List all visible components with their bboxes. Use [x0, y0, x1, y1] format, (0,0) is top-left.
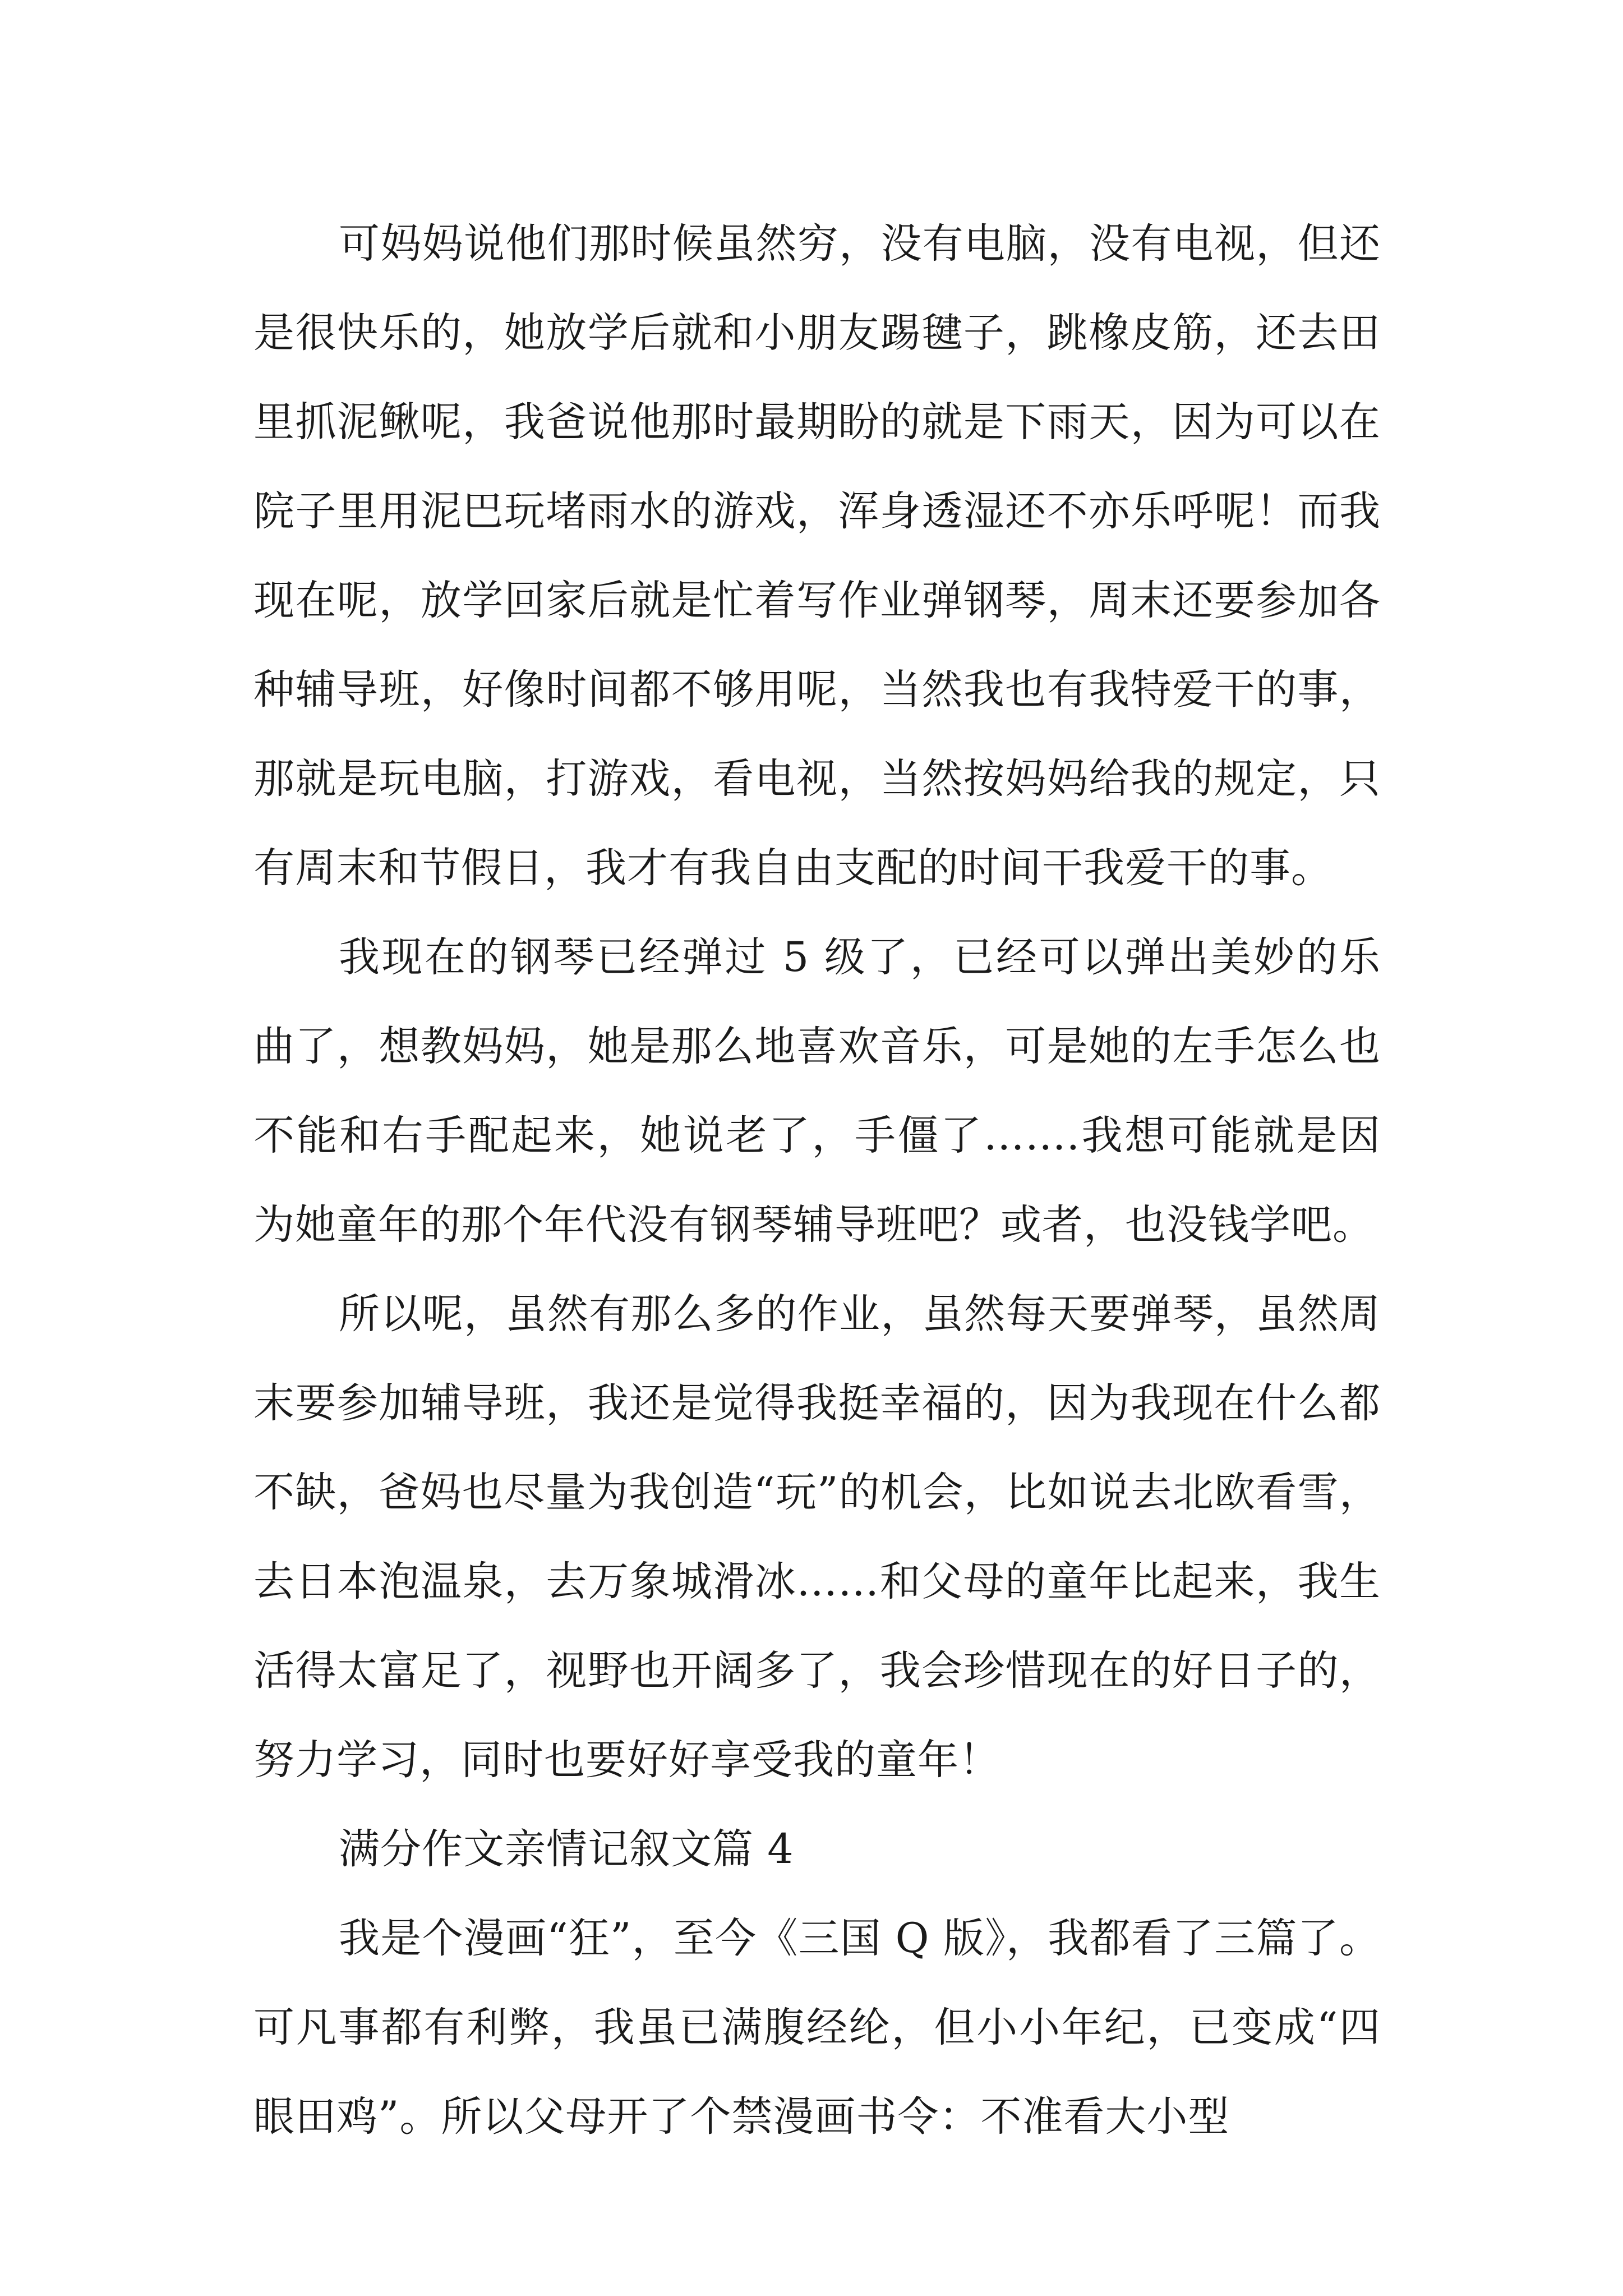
- paragraph-comics: 我是个漫画“狂”，至今《三国 Q 版》，我都看了三篇了。可凡事都有利弊，我虽已满腹经纶，但小小年纪，已变成“四眼田鸡”。所以父母开了个禁漫画书令：不准看大小型: [253, 1915, 1381, 2141]
- paragraph-childhood-comparison: 可妈妈说他们那时候虽然穷，没有电脑，没有电视，但还是很快乐的，她放学后就和小朋友踢毽子，跳橡皮筋，还去田里抓泥鳅呢，我爸说他那时最期盼的就是下雨天，因为可以在院子里用泥巴玩堵雨水的游戏，浑身透湿还不亦乐呼呢！而我现在呢，放学回家后就是忙着写作业弹钢琴，周末还要参加各种辅导班，好像时间都不够用呢，当然我也有我特爱干的事，那就是玩电脑，打游戏，看电视，当然按妈妈给我的规定，只有周末和节假日，我才有我自由支配的时间干我爱干的事。: [253, 220, 1381, 892]
- document-body: [253, 199, 1381, 2161]
- section-heading: 满分作文亲情记叙文篇 4: [339, 1825, 794, 1873]
- paragraph-piano: 我现在的钢琴已经弹过 5 级了，已经可以弹出美妙的乐曲了，想教妈妈，她是那么地喜欢音乐，可是她的左手怎么也不能和右手配起来，她说老了，手僵了…….我想可能就是因为她童年的那个年代没有钢琴辅导班吧？或者，也没钱学吧。: [253, 933, 1381, 1249]
- paragraph-happiness: 所以呢，虽然有那么多的作业，虽然每天要弹琴，虽然周末要参加辅导班，我还是觉得我挺幸福的，因为我现在什么都不缺，爸妈也尽量为我创造“玩”的机会，比如说去北欧看雪，去日本泡温泉，去万象城滑冰……和父母的童年比起来，我生活得太富足了，视野也开阔多了，我会珍惜现在的好日子的，努力学习，同时也要好好享受我的童年！: [253, 1290, 1381, 1784]
